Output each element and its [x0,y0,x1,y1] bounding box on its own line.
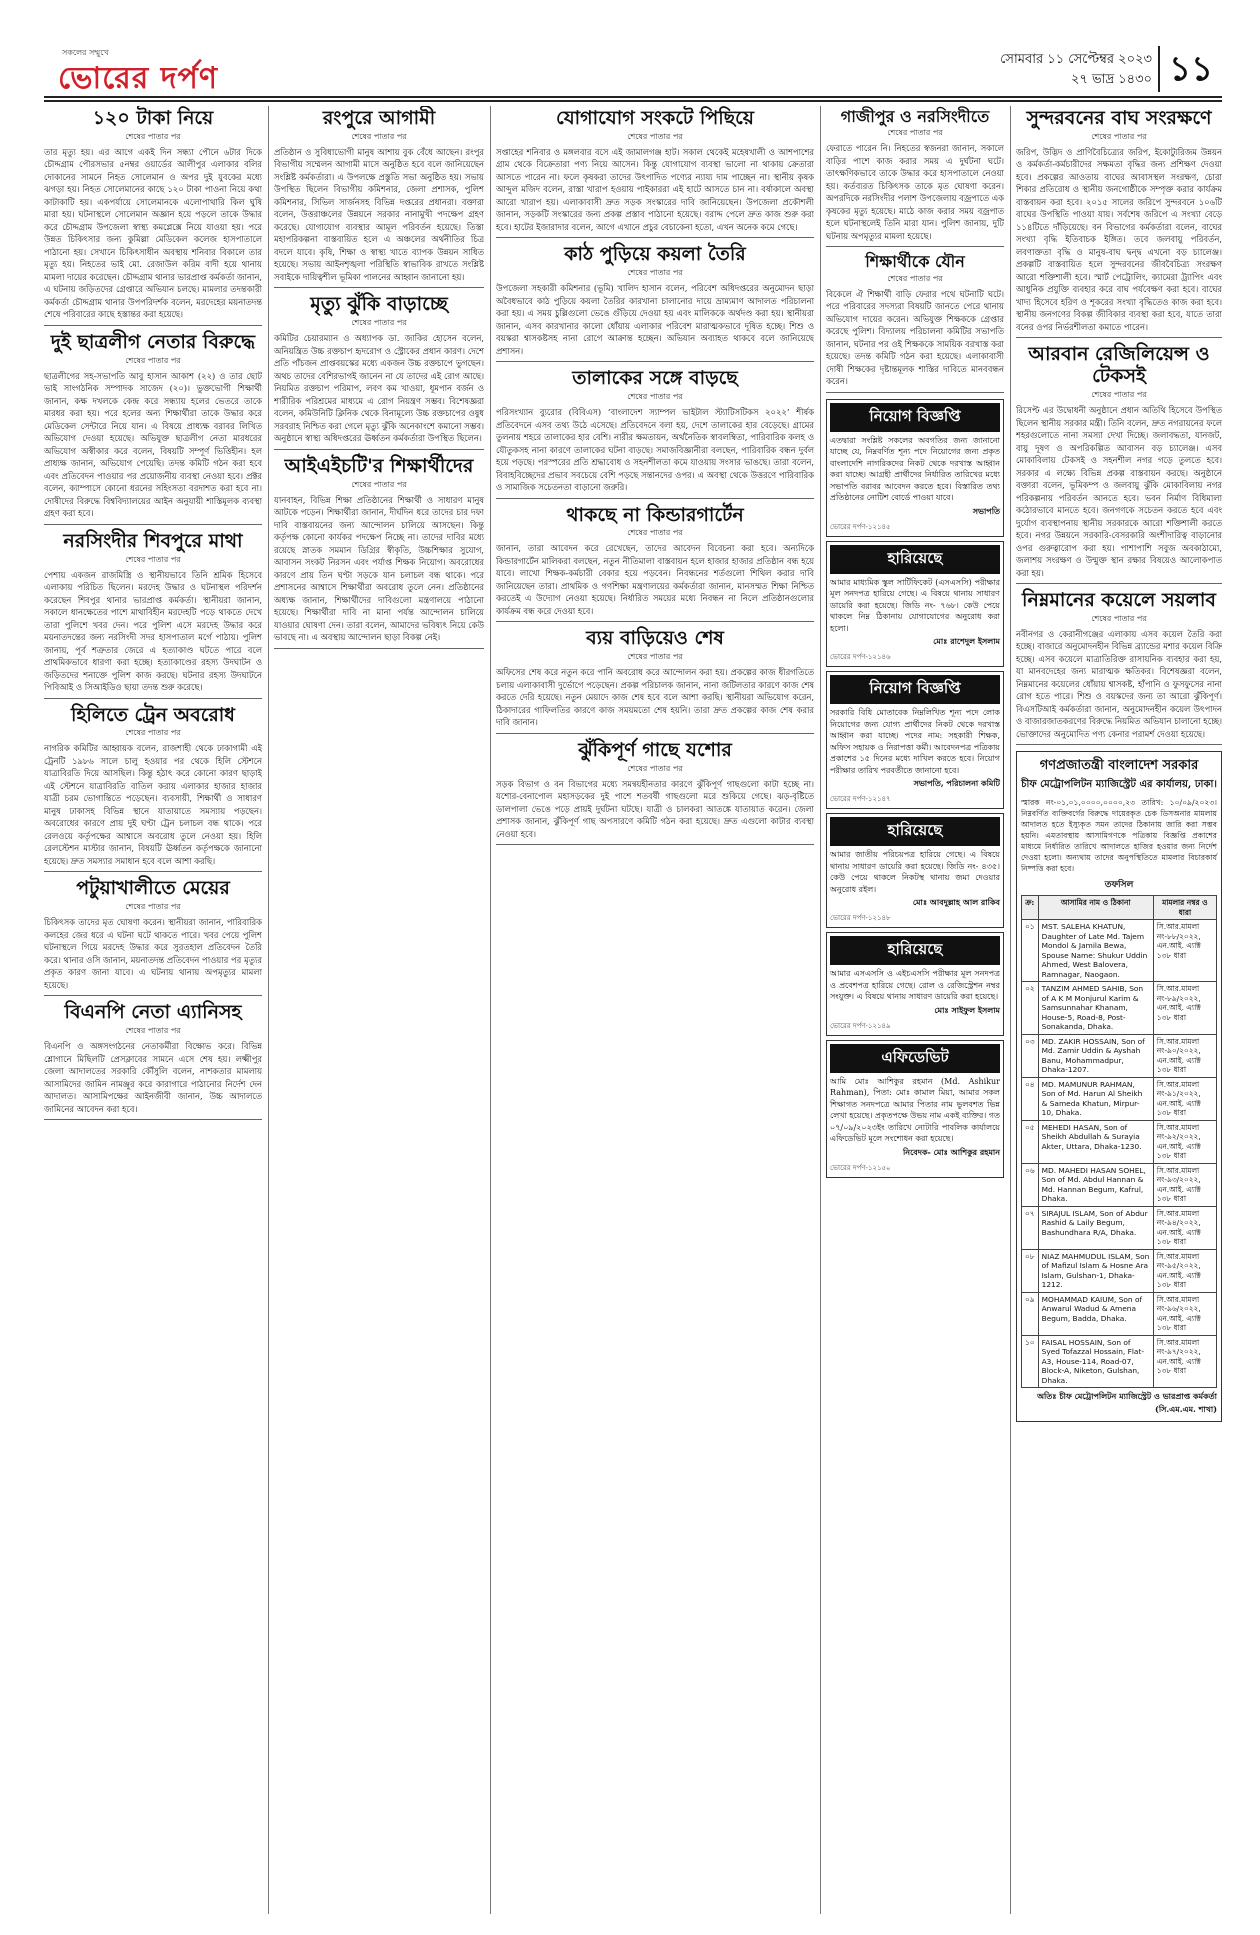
article-headline: কাঠ পুড়িয়ে কয়লা তৈরি [564,243,746,266]
article-separator [826,246,1004,247]
continuation-note: শেষের পাতার পর [627,131,683,141]
notice-code: ভোরের দর্পণ-১২১৪৬ [830,653,891,662]
table-header: আসামির নাম ও ঠিকানা [1038,896,1153,920]
notice-code: ভোরের দর্পণ-১২১৫০ [830,1163,891,1172]
article [496,505,814,623]
date-box [1000,50,1152,90]
article [496,740,814,845]
table-cell: MST. SALEHA KHATUN, Daughter of Late Md. Tajem Mondol & Jamila Bewa, Spouse Name: Shukur Uddin Ahmed, West Balovera, Ramnagar, Naogaon. [1038,920,1153,982]
article-body: প্রতিষ্ঠান ও সুবিধাভোগী মানুষ আশায় বুক বেঁধে আছেন। রংপুর বিভাগীয় সম্মেলন আগামী মাসে অনুষ্ঠিত হবে বলে জানিয়েছেন সংশ্লিষ্ট কর্মকর্তারা। এ উপলক্ষে প্রস্তুতি সভা অনুষ্ঠিত হয়। সভায় উপস্থিত ছিলেন বিভাগীয় কমিশনার, জেলা প্রশাসক, পুলিশ কমিশনার, সিভিল সার্জনসহ বিভিন্ন দপ্তরের প্রধানরা। বক্তারা বলেন, উত্তরাঞ্চলের উন্নয়নে সরকার নানামুখী পদক্ষেপ গ্রহণ করেছে। যোগাযোগ ব্যবস্থার আমূল পরিবর্তন হয়েছে। তিস্তা মহাপরিকল্পনা বাস্তবায়িত হলে এ অঞ্চলের অর্থনীতির চিত্র বদলে যাবে। কৃষি, শিক্ষা ও স্বাস্থ্য খাতে ব্যাপক উন্নয়ন সাধিত হয়েছে। সভায় আইনশৃঙ্খলা পরিস্থিতি স্বাভাবিক রাখতে সংশ্লিষ্ট সবাইকে দায়িত্বশীল ভূমিকা পালনের আহ্বান জানানো হয়। [274,146,484,282]
table-cell: সি.আর.মামলা নং-৯৩/২০২২, এন.আই. এ্যাক্ট ১৩৮ ধারা [1153,1163,1216,1206]
article-separator [44,325,262,326]
notice-code: ভোরের দর্পণ-১২১৪৯ [830,1021,891,1030]
article [44,705,262,873]
accused-table [1021,895,1217,1388]
article-body: কমিটির চেয়ারম্যান ও অধ্যাপক ডা. জাকির হোসেন বলেন, অনিয়ন্ত্রিত উচ্চ রক্তচাপ হৃদরোগ ও স্ট্রোকের প্রধান কারণ। দেশে প্রতি পাঁচজন প্রাপ্তবয়স্কের মধ্যে একজন উচ্চ রক্তচাপে ভুগছেন। অথচ তাদের বেশিরভাগই জানেন না যে তাদের এই রোগ আছে। নিয়মিত রক্তচাপ পরিমাপ, লবণ কম খাওয়া, ধূমপান বর্জন ও শারীরিক পরিশ্রমের মাধ্যমে এ রোগ নিয়ন্ত্রণ সম্ভব। বিশেষজ্ঞরা বলেন, কমিউনিটি ক্লিনিক থেকে বিনামূল্যে উচ্চ রক্তচাপের ওষুধ সরবরাহ নিশ্চিত করা গেলে মৃত্যু ঝুঁকি অনেকাংশে কমানো সম্ভব। অনুষ্ঠানে স্বাস্থ্য অধিদপ্তরের ঊর্ধ্বতন কর্মকর্তারা উপস্থিত ছিলেন। [274,333,484,444]
continuation-note: শেষের পাতার পর [125,1026,181,1036]
column-3 [496,106,814,1914]
article-separator [274,287,484,288]
table-cell: সি.আর.মামলা নং-৮৮/২০২২, এন.আই. এ্যাক্ট ১৩৮ ধারা [1153,920,1216,982]
column-divider [820,106,821,1914]
article [1016,108,1222,338]
continuation-note: শেষের পাতার পর [887,128,943,138]
notice-title: নিয়োগ বিজ্ঞপ্তি [830,403,1000,432]
article-headline: আইএইচটি'র শিক্ষার্থীদের [284,454,474,477]
gov-table-label: তফসিল [1104,880,1134,891]
table-row [1022,1077,1217,1120]
notice-title: এফিডেভিট [830,1044,1000,1073]
classified-notice [826,932,1004,1036]
article [44,108,262,326]
column-5 [1016,106,1222,1914]
table-cell: সি.আর.মামলা নং-৯৬/২০২২, এন.আই. এ্যাক্ট ১৩৮ ধারা [1153,1292,1216,1335]
table-row [1022,1034,1217,1077]
article-headline: তালাকের সঙ্গে বাড়ছে [572,367,738,390]
table-row [1022,920,1217,982]
gov-text: স্মারক নং-০১,০১,০০০০,০০০০,২৩ তারিখ: ১০/০৯/২০২৩। নিম্নবর্ণিত ব্যক্তিবর্গের বিরুদ্ধে দায়েরকৃত চেক ডিসঅনার মামলায় আদালত হতে ইস্যুকৃত সমন তাদের ঠিকানায় জারি করা সম্ভব হয়নি। এমতাবস্থায় আসামিগণকে পত্রিকায় বিজ্ঞপ্তি প্রকাশের মাধ্যমে নির্ধারিত তারিখে আদালতে হাজির হওয়ার জন্য নির্দেশ দেওয়া হলো। অন্যথায় তাদের অনুপস্থিতিতে মামলার বিচারকার্য নিষ্পত্তি করা হবে। [1021,798,1217,874]
article [496,628,814,733]
article-separator [44,871,262,872]
notice-signature: সভাপতি, পরিচালনা কমিটি [913,778,1000,789]
article-body: জরিপ, উদ্ভিদ ও প্রাণিবৈচিত্র্যের জরিপ, ইকোট্যুরিজম উন্নয়ন ও কর্মকর্তা-কর্মচারীদের সক্ষমতা বৃদ্ধির জন্য প্রশিক্ষণ দেওয়া হবে। প্রকল্পের আওতায় বাঘের আবাসস্থল সংরক্ষণ, চোরা শিকার প্রতিরোধ ও স্থানীয় জনগোষ্ঠীকে সম্পৃক্ত করার কার্যক্রম বাস্তবায়ন করা হবে। ২০১৫ সালের জরিপে সুন্দরবনে ১০৬টি বাঘের উপস্থিতি পাওয়া যায়। সর্বশেষ জরিপে এ সংখ্যা বেড়ে ১১৪টিতে দাঁড়িয়েছে। বন বিভাগের কর্মকর্তারা বলেন, বাঘের সংখ্যা বৃদ্ধি ইতিবাচক ইঙ্গিত। তবে জলবায়ু পরিবর্তন, লবণাক্ততা বৃদ্ধি ও মানুষ-বাঘ দ্বন্দ্ব এখনো বড় চ্যালেঞ্জ। প্রকল্পটি বাস্তবায়িত হলে সুন্দরবনের জীববৈচিত্র্য সংরক্ষণ আরো শক্তিশালী হবে। স্মার্ট পেট্রোলিং, ক্যামেরা ট্র্যাপিং এবং আধুনিক প্রযুক্তি ব্যবহার করে বাঘ পর্যবেক্ষণ করা হবে। বাঘের খাদ্য হিসেবে হরিণ ও শূকরের সংখ্যা বৃদ্ধিতেও কাজ করা হবে। স্থানীয় জনগণের বিকল্প জীবিকার ব্যবস্থা করা হবে, যাতে তারা বনের ওপর নির্ভরশীলতা কমাতে পারেন। [1016,146,1222,332]
article [496,368,814,498]
table-cell: ১০ [1022,1335,1039,1388]
table-cell: সি.আর.মামলা নং-৯৫/২০২২, এন.আই. এ্যাক্ট ১৩৮ ধারা [1153,1249,1216,1292]
classified-notice [826,1040,1004,1178]
page-number: ১১ [1158,46,1222,92]
article-headline: নরসিংদীর শিবপুরে মাথা [63,529,243,552]
table-cell: SIRAJUL ISLAM, Son of Abdur Rashid & Laily Begum, Bashundhara R/A, Dhaka. [1038,1206,1153,1249]
article [274,456,484,649]
article [496,244,814,362]
table-header: মামলার নম্বর ও ধারা [1153,896,1216,920]
article-body: রিসেপ্ট এর উদ্বোধনী অনুষ্ঠানে প্রধান অতিথি হিসেবে উপস্থিত ছিলেন স্থানীয় সরকার মন্ত্রী। তিনি বলেন, দ্রুত নগরায়নের ফলে শহরগুলোতে নানা সমস্যা দেখা দিচ্ছে। জলাবদ্ধতা, যানজট, বায়ু দূষণ ও অপরিকল্পিত আবাসন বড় চ্যালেঞ্জ। এসব মোকাবিলায় টেকসই ও সহনশীল নগর গড়ে তুলতে হবে। সরকার এ লক্ষ্যে বিভিন্ন প্রকল্প বাস্তবায়ন করছে। অনুষ্ঠানে বক্তারা বলেন, ভূমিকম্প ও জলবায়ু ঝুঁকি মোকাবিলায় নগর পরিকল্পনায় পরিবর্তন আনতে হবে। ভবন নির্মাণ বিধিমালা কঠোরভাবে মানতে হবে। জনগণকে সচেতন করতে হবে এবং দুর্যোগ ব্যবস্থাপনায় স্থানীয় সরকারকে আরো শক্তিশালী করতে হবে। নগর উন্নয়নে সরকারি-বেসরকারি অংশীদারিত্ব বাড়ানোর ওপর গুরুত্বারোপ করা হয়। পাশাপাশি সবুজ অবকাঠামো, জলাশয় সংরক্ষণ ও উন্মুক্ত স্থান রক্ষার বিষয়েও আলোকপাত করা হয়। [1016,405,1222,578]
table-cell: ০৯ [1022,1292,1039,1335]
table-header: ক্র: [1022,896,1039,920]
article-body: সপ্তাহের শনিবার ও মঙ্গলবার বসে এই জামালগঞ্জ হাট। সকাল থেকেই মহেষখালী ও আশপাশের গ্রাম থেকে বিক্রেতারা পণ্য নিয়ে আসেন। কিন্তু যোগাযোগ ব্যবস্থা ভালো না থাকায় ক্রেতারা আসতে পারেন না। ফলে কৃষকরা তাদের উৎপাদিত পণ্যের ন্যায্য দাম পাচ্ছেন না। স্থানীয় কৃষক আব্দুল মজিদ বলেন, রাস্তা খারাপ হওয়ায় পাইকাররা এই হাটে আসতে চান না। বর্ষাকালে অবস্থা আরো খারাপ হয়। এলাকাবাসী দ্রুত সড়ক সংস্কারের দাবি জানিয়েছেন। উপজেলা প্রকৌশলী জানান, সড়কটি সংস্কারের জন্য প্রকল্প প্রস্তাব পাঠানো হয়েছে। বরাদ্দ পেলে দ্রুত কাজ শুরু করা হবে। হাটের ইজারাদার বলেন, আগে এখানে প্রচুর বেচাকেনা হতো, এখন অনেক কমে গেছে। [496,146,814,232]
table-cell: TANZIM AHMED SAHIB, Son of A K M Monjurul Karim & Samsunnahar Khanam, House-5, Road-8, Post-Sonakanda, Dhaka. [1038,982,1153,1035]
table-row [1022,1206,1217,1249]
table-cell: সি.আর.মামলা নং-৯০/২০২২, এন.আই. এ্যাক্ট ১৩৮ ধারা [1153,1034,1216,1077]
notice-signature: সভাপতি [972,505,1000,516]
date-gregorian: সোমবার ১১ সেপ্টেম্বর ২০২৩ [1000,52,1152,67]
article [826,108,1004,247]
table-cell: ০৪ [1022,1077,1039,1120]
article-body: বিএনপি ও অঙ্গসংগঠনের নেতাকর্মীরা বিক্ষোভ করে। বিভিন্ন শ্লোগানে মিছিলটি প্রেসক্লাবের সামনে এসে শেষ হয়। লক্ষ্মীপুর জেলা আদালতের সরকারি কৌঁসুলি বলেন, নাশকতার মামলায় আসামিদের জামিন নামঞ্জুর করে কারাগারে পাঠানোর নির্দেশ দেন আদালত। আসামিপক্ষের আইনজীবী জানান, উচ্চ আদালতে জামিনের আবেদন করা হবে। [44,1041,262,1114]
notice-signature: নিবেদক- মোঃ আশিকুর রহমান [903,1146,1000,1157]
table-cell: MD. MAMUNUR RAHMAN, Son of Md. Harun Al Sheikh & Sameda Khatun, Mirpur-10, Dhaka. [1038,1077,1153,1120]
article [826,253,1004,392]
notice-title: নিয়োগ বিজ্ঞপ্তি [830,675,1000,704]
column-divider [1010,106,1011,1914]
table-cell: ০৩ [1022,1034,1039,1077]
notice-code: ভোরের দর্পণ-১২১৪৭ [830,795,891,804]
article-headline: ব্যয় বাড়িয়েও শেষ [586,627,724,650]
notice-body: আমি মোঃ আশিকুর রহমান (Md. Ashikur Rahman), পিতা: মোঃ কামাল মিয়া, আমার সকল শিক্ষাগত সনদপত্রে আমার পিতার নাম ভুলবশত ভিন্ন লেখা হয়েছে। প্রকৃতপক্ষে উভয় নাম একই ব্যক্তির। গত ০৭/০৯/২০২৩ইং তারিখে নোটারি পাবলিক কার্যালয়ে এফিডেভিট মূলে সংশোধন করা হয়েছে। [830,1076,1000,1144]
article-separator [274,449,484,450]
gov-subheading: চীফ মেট্রোপলিটন ম্যাজিস্ট্রেট এর কার্যালয়, ঢাকা। [1021,779,1217,791]
article-body: চিকিৎসক তাদের মৃত ঘোষণা করেন। স্থানীয়রা জানান, পারিবারিক কলহের জের ধরে এ ঘটনা ঘটে থাকতে পারে। খবর পেয়ে পুলিশ ঘটনাস্থলে গিয়ে মরদেহ উদ্ধার করে সুরতহাল প্রতিবেদন তৈরি করে। থানার ওসি জানান, ময়নাতদন্ত প্রতিবেদন পাওয়ার পর মৃত্যুর প্রকৃত কারণ জানা যাবে। এ ঘটনায় থানায় অপমৃত্যুর মামলা হয়েছে। [44,917,262,990]
column-1 [44,106,262,1914]
article-separator [496,237,814,238]
classified-notice [826,671,1004,809]
notice-title: হারিয়েছে [830,936,1000,965]
table-row [1022,1292,1217,1335]
article-body: তার মৃত্যু হয়। এর আগে একই দিন সন্ধ্যা পৌনে ৬টার দিকে চৌদ্দগ্রাম পৌরসভার ৫নম্বর ওয়ার্ডের আলীপুর এলাকার বলির দোকানের সামনে নিহত সোলেমান ও অপর দুই যুবকের মধ্যে ঝগড়া হয়। নিহত সোলেমানের কাছে ১২০ টাকা পাওনা নিয়ে কথা কাটাকাটি হয়। একপর্যায়ে সোলেমানকে এলোপাথারি কিল ঘুষি মারা হয়। ঘটনাস্থলে সোলেমান অজ্ঞান হয়ে পড়লে তাকে উদ্ধার করে চৌদ্দগ্রাম উপজেলা স্বাস্থ্য কমপ্লেক্সে নিয়ে যাওয়া হয়। পরে উন্নত চিকিৎসার জন্য কুমিল্লা মেডিকেল কলেজ হাসপাতালে পাঠানো হয়। সেখানে চিকিৎসাধীন অবস্থায় শনিবার বিকালে তার মৃত্যু হয়। নিহতের ভাই মো. রেজাউল করিম বাদী হয়ে থানায় মামলা দায়ের করেছেন। চৌদ্দগ্রাম থানার ভারপ্রাপ্ত কর্মকর্তা জানান, এ ঘটনায় জড়িতদের গ্রেপ্তারে অভিযান চলছে। মামলার তদন্তকারী কর্মকর্তা চৌদ্দগ্রাম থানার উপপরিদর্শক বলেন, মরদেহের ময়নাতদন্ত শেষে পরিবারের কাছে হস্তান্তর করা হয়েছে। [44,146,262,320]
article-body: নাগরিক কমিটির আহ্বায়ক বলেন, রাজশাহী থেকে ঢাকাগামী এই ট্রেনটি ১৯৮৬ সালে চালু হওয়ার পর থেকে হিলি স্টেশনে যাত্রাবিরতি দিয়ে আসছিল। কিন্তু হঠাৎ করে কোনো কারণ ছাড়াই এই স্টেশনে যাত্রাবিরতি বাতিল করায় এলাকার হাজার হাজার যাত্রী চরম ভোগান্তিতে পড়েছেন। ব্যবসায়ী, শিক্ষার্থী ও সাধারণ মানুষ ঢাকাসহ বিভিন্ন স্থানে যাতায়াতে সমস্যায় পড়ছেন। অবরোধের কারণে প্রায় দুই ঘণ্টা ট্রেন চলাচল বন্ধ থাকে। পরে রেলওয়ে কর্তৃপক্ষের আশ্বাসে অবরোধ তুলে নেওয়া হয়। হিলি রেলস্টেশন মাস্টার জানান, বিষয়টি ঊর্ধ্বতন কর্তৃপক্ষকে জানানো হয়েছে। দ্রুত সমস্যার সমাধান হবে বলে আশা করছি। [44,743,262,866]
article-separator [496,621,814,622]
notice-signature: মোঃ আবদুল্লাহ আল রাকিব [912,897,1000,908]
article-headline: গাজীপুর ও নরসিংদীতে [840,107,990,126]
table-cell: MEHEDI HASAN, Son of Sheikh Abdullah & Surayia Akter, Uttara, Dhaka-1230. [1038,1120,1153,1163]
government-notice [1016,751,1222,1422]
notice-body: আমার মাধ্যমিক স্কুল সার্টিফিকেট (এসএসসি) পরীক্ষার মূল সনদপত্র হারিয়ে গেছে। এ বিষয়ে থানায় সাধারণ ডায়েরি করা হয়েছে। জিডি নং- ৭৬৮। কেউ পেয়ে থাকলে নিম্ন ঠিকানায় যোগাযোগের অনুরোধ করা হলো। [830,577,1000,633]
table-cell: MOHAMMAD KAIUM, Son of Anwarul Wadud & Amena Begum, Badda, Dhaka. [1038,1292,1153,1335]
continuation-note: শেষের পাতার পর [627,763,683,773]
gov-heading: গণপ্রজাতন্ত্রী বাংলাদেশ সরকার [1039,758,1199,774]
table-cell: সি.আর.মামলা নং-৯৪/২০২২, এন.আই. এ্যাক্ট ১৩৮ ধারা [1153,1206,1216,1249]
article-separator [496,733,814,734]
column-divider [268,106,269,1914]
notice-body: আমার জাতীয় পরিচয়পত্র হারিয়ে গেছে। এ বিষয়ে থানায় সাধারণ ডায়েরি করা হয়েছে। জিডি নং- ৪৩৫। কেউ পেয়ে থাকলে নিকটস্থ থানায় জমা দেওয়ার অনুরোধ রইল। [830,850,1000,894]
table-row [1022,1163,1217,1206]
continuation-note: শেষের পাতার পর [627,528,683,538]
continuation-note: শেষের পাতার পর [351,479,407,489]
table-cell: ০৫ [1022,1120,1039,1163]
continuation-note: শেষের পাতার পর [1091,131,1147,141]
article-body: যানবাহন, বিভিন্ন শিক্ষা প্রতিষ্ঠানের শিক্ষার্থী ও সাধারণ মানুষ আটকে পড়েন। শিক্ষার্থীরা জানান, দীর্ঘদিন ধরে তাদের চার দফা দাবি বাস্তবায়নের জন্য আন্দোলন চালিয়ে আসছেন। কিন্তু কর্তৃপক্ষ কোনো কার্যকর পদক্ষেপ নিচ্ছে না। তাদের দাবির মধ্যে রয়েছে স্নাতক সমমান ডিগ্রির স্বীকৃতি, উচ্চশিক্ষার সুযোগ, আবাসন সংকট নিরসন এবং পর্যাপ্ত শিক্ষক নিয়োগ। অবরোধের কারণে প্রায় তিন ঘণ্টা সড়কে যান চলাচল বন্ধ থাকে। পরে প্রশাসনের আশ্বাসে শিক্ষার্থীরা অবরোধ তুলে নেন। প্রতিষ্ঠানের অধ্যক্ষ জানান, শিক্ষার্থীদের দাবিগুলো মন্ত্রণালয়ে পাঠানো হয়েছে। শিক্ষার্থীরা দাবি না মানা পর্যন্ত আন্দোলন চালিয়ে যাওয়ার ঘোষণা দেন। তারা বলেন, আমাদের ভবিষ্যৎ নিয়ে কেউ ভাবছে না। এ অবস্থায় আন্দোলন ছাড়া বিকল্প নেই। [274,494,484,643]
table-header-row [1022,896,1217,920]
article-separator [1016,583,1222,584]
article-headline: রংপুরে আগামী [322,107,436,129]
article-headline: আরবান রেজিলিয়েন্স ও টেকসই [1028,343,1210,388]
table-row [1022,982,1217,1035]
table-row [1022,1249,1217,1292]
table-cell: FAISAL HOSSAIN, Son of Syed Tofazzal Hossain, Flat-A3, House-114, Road-07, Block-A, Niketon, Gulshan, Dhaka. [1038,1335,1153,1388]
article-body: নবীনগর ও কেরানীগঞ্জের এলাকায় এসব কয়েল তৈরি করা হচ্ছে। বাজারে অনুমোদনহীন বিভিন্ন ব্র্যান্ডের মশার কয়েল বিক্রি হচ্ছে। এসব কয়েলে মাত্রাতিরিক্ত রাসায়নিক ব্যবহার করা হয়, যা মানবদেহের জন্য মারাত্মক ক্ষতিকর। বিশেষজ্ঞরা বলেন, নিম্নমানের কয়েলের ধোঁয়ায় শ্বাসকষ্ট, হাঁপানি ও ফুসফুসের নানা রোগ হতে পারে। শিশু ও বয়স্কদের জন্য তা আরো ঝুঁকিপূর্ণ। বিএসটিআই কর্মকর্তারা জানান, অনুমোদনহীন কয়েল উৎপাদন ও বাজারজাতকরণের বিরুদ্ধে নিয়মিত অভিযান চালানো হচ্ছে। ভোক্তাদের অনুমোদিত পণ্য কেনার পরামর্শ দেওয়া হয়েছে। [1016,628,1222,739]
article [274,108,484,288]
table-cell: সি.আর.মামলা নং-৯২/২০২২, এন.আই. এ্যাক্ট ১৩৮ ধারা [1153,1120,1216,1163]
classified-notice [826,541,1004,668]
notice-body: এতদ্বারা সংশ্লিষ্ট সকলের অবগতির জন্য জানানো যাচ্ছে যে, নিম্নবর্ণিত শূন্য পদে নিয়োগের জন্য প্রকৃত বাংলাদেশি নাগরিকদের নিকট থেকে দরখাস্ত আহ্বান করা যাচ্ছে। আগ্রহী প্রার্থীদের নির্ধারিত তারিখের মধ্যে সভাপতি বরাবর আবেদন করতে হবে। বিস্তারিত তথ্য প্রতিষ্ঠানের নোটিশ বোর্ডে পাওয়া যাবে। [830,435,1000,503]
classified-notice [826,813,1004,928]
article-body: পেশায় একজন রাজমিস্ত্রি ও স্থানীয়ভাবে তিনি শ্রমিক হিসেবে এলাকায় পরিচিত ছিলেন। মরদেহ উদ্ধার ও ঘটনাস্থল পরিদর্শন করেছেন শিবপুর থানার ভারপ্রাপ্ত কর্মকর্তা। স্থানীয়রা জানান, সকালে ধানক্ষেতের পাশে মাথাবিহীন মরদেহটি পড়ে থাকতে দেখে তারা পুলিশে খবর দেন। পরে পুলিশ এসে মরদেহ উদ্ধার করে ময়নাতদন্তের জন্য নরসিংদী সদর হাসপাতাল মর্গে পাঠায়। পুলিশ জানায়, পূর্ব শত্রুতার জেরে এ হত্যাকাণ্ড ঘটতে পারে বলে প্রাথমিকভাবে ধারণা করা হচ্ছে। হত্যাকাণ্ডের রহস্য উদঘাটন ও জড়িতদের শনাক্তে পুলিশ কাজ করছে। ঘটনার রহস্য উদঘাটনে পিবিআই ও সিআইডিও ছায়া তদন্ত শুরু করেছে। [44,569,262,693]
article-headline: হিলিতে ট্রেন অবরোধ [71,703,235,726]
article-headline: ঝুঁকিপূর্ণ গাছে যশোর [578,738,732,761]
article-headline: মৃত্যু ঝুঁকি বাড়াচ্ছে [310,293,448,316]
table-cell: ০৬ [1022,1163,1039,1206]
continuation-note: শেষের পাতার পর [1091,613,1147,623]
masthead-divider [44,100,1222,102]
article-body: ফেরাতে পারেন নি। নিহতের স্বজনরা জানান, সকালে বাড়ির পাশে কাজ করার সময় এ দুর্ঘটনা ঘটে। তাৎক্ষণিকভাবে তাকে উদ্ধার করে হাসপাতালে নেওয়া হয়। কর্তব্যরত চিকিৎসক তাকে মৃত ঘোষণা করেন। অপরদিকে নরসিংদীর পলাশ উপজেলায় বজ্রপাতে এক কৃষকের মৃত্যু হয়েছে। মাঠে কাজ করার সময় বজ্রপাত হলে ঘটনাস্থলেই তিনি মারা যান। পুলিশ জানায়, দুটি ঘটনায় অপমৃত্যুর মামলা হয়েছে। [826,143,1004,241]
article-separator [274,648,484,649]
article-headline: সুন্দরবনের বাঘ সংরক্ষণে [1026,107,1212,129]
table-cell: সি.আর.মামলা নং-৯১/২০২২, এন.আই. এ্যাক্ট ১৩৮ ধারা [1153,1077,1216,1120]
notice-title: হারিয়েছে [830,817,1000,846]
continuation-note: শেষের পাতার পর [627,652,683,662]
column-divider [490,106,491,1914]
article-separator [1016,337,1222,338]
masthead [44,44,1222,98]
article-headline: পটুয়াখালীতে মেয়ের [76,877,230,900]
table-cell: MD. ZAKIR HOSSAIN, Son of Md. Zamir Uddin & Ayshah Banu, Mohammadpur, Dhaka-1207. [1038,1034,1153,1077]
article-separator [44,698,262,699]
date-bangla: ২৭ ভাদ্র ১৪৩০ [1070,72,1152,87]
notice-body: আমার এসএসসি ও এইচএসসি পরীক্ষার মূল সনদপত্র ও প্রবেশপত্র হারিয়ে গেছে। রোল ও রেজিস্ট্রেশন নম্বর সংযুক্ত। এ বিষয়ে থানায় সাধারণ ডায়েরি করা হয়েছে। [830,969,1000,1002]
article-separator [1016,744,1222,745]
table-row [1022,1120,1217,1163]
column-4 [826,106,1004,1914]
article-headline: নিম্নমানের কয়েলে সয়লাব [1022,589,1216,612]
article [1016,344,1222,584]
newspaper-page [44,44,1222,1914]
article [1016,590,1222,745]
article-headline: যোগাযোগ সংকটে পিছিয়ে [555,107,754,129]
continuation-note: শেষের পাতার পর [125,728,181,738]
table-row [1022,1335,1217,1388]
column-2 [274,106,484,1914]
continuation-note: শেষের পাতার পর [125,355,181,365]
continuation-note: শেষের পাতার পর [125,554,181,564]
article-separator [496,361,814,362]
article-body: পরিসংখ্যান ব্যুরোর (বিবিএস) ‘বাংলাদেশ স্যাম্পল ভাইটাল স্ট্যাটিসটিকস ২০২২’ শীর্ষক প্রতিবেদনে এসব তথ্য উঠে এসেছে। প্রতিবেদনে বলা হয়, দেশে তালাকের হার বেড়েছে। গ্রামের তুলনায় শহরে তালাকের হার বেশি। নারীর ক্ষমতায়ন, অর্থনৈতিক স্বাবলম্বিতা, পারিবারিক কলহ ও যৌতুকসহ নানা কারণে তালাকের ঘটনা বাড়ছে। সমাজবিজ্ঞানীরা বলছেন, পারিবারিক বন্ধন দুর্বল হয়ে পড়ছে। পরস্পরের প্রতি শ্রদ্ধাবোধ ও সহনশীলতা কমে যাওয়ায় সংসার ভাঙছে। তারা বলেন, বিবাহবিচ্ছেদের প্রভাব সবচেয়ে বেশি পড়ছে সন্তানদের ওপর। এ অবস্থা থেকে উত্তরণে পারিবারিক ও সামাজিক সচেতনতা বাড়ানো জরুরি। [496,407,814,493]
gov-footer: অতিঃ চীফ মেট্রোপলিটন ম্যাজিস্ট্রেট ও ভারপ্রাপ্ত কর্মকর্তা (সি.এম.এম. শাখা) [1037,1391,1217,1415]
classified-notice [826,399,1004,537]
continuation-note: শেষের পাতার পর [351,318,407,328]
article-body: জানান, তারা আবেদন করে রেখেছেন, তাদের আবেদন বিবেচনা করা হবে। অন্যদিকে কিন্ডারগার্টেন মালিকরা বলছেন, নতুন নীতিমালা বাস্তবায়ন হলে হাজার হাজার প্রতিষ্ঠান বন্ধ হয়ে যাবে। লাখো শিক্ষক-কর্মচারী বেকার হয়ে পড়বেন। নিবন্ধনের শর্তগুলো শিথিল করার দাবি জানিয়েছেন তারা। প্রাথমিক ও গণশিক্ষা মন্ত্রণালয়ের কর্মকর্তারা জানান, মানসম্মত শিক্ষা নিশ্চিত করতেই এ উদ্যোগ নেওয়া হয়েছে। নির্ধারিত সময়ের মধ্যে নিবন্ধন না নিলে প্রতিষ্ঠানগুলোর কার্যক্রম বন্ধ করে দেওয়া হবে। [496,543,814,616]
notice-signature: মোঃ সাইফুল ইসলাম [934,1004,1000,1015]
continuation-note: শেষের পাতার পর [627,392,683,402]
article-headline: দুই ছাত্রলীগ নেতার বিরুদ্ধে [50,330,256,353]
article [44,332,262,525]
table-cell: ০৭ [1022,1206,1039,1249]
tagline: সকলের সম্মুখে [62,48,109,57]
continuation-note: শেষের পাতার পর [351,131,407,141]
article [496,108,814,238]
article-separator [44,1119,262,1120]
article-body: অফিসের শেষ করে নতুন করে পানি অবরোধ করে আন্দোলন করা হয়। প্রকল্পের কাজ ধীরগতিতে চলায় এলাকাবাসী দুর্ভোগে পড়েছেন। প্রকল্প পরিচালক জানান, নানা জটিলতার কারণে কাজ শেষ করতে দেরি হয়েছে। নতুন মেয়াদে কাজ শেষ হবে বলে আশা করছি। স্থানীয়রা অভিযোগ করেন, ঠিকাদারের গাফিলতির কারণে কাজ সময়মতো শেষ হয়নি। তারা দ্রুত প্রকল্পের কাজ শেষ করার দাবি জানান। [496,667,814,728]
article-body: উপজেলা সহকারী কমিশনার (ভূমি) খালিদ হাসান বলেন, পরিবেশ অধিদপ্তরের অনুমোদন ছাড়া অবৈধভাবে কাঠ পুড়িয়ে কয়লা তৈরির কারখানা চালানোর দায়ে ভ্রাম্যমাণ আদালত পরিচালনা করা হয়। এ সময় চুল্লিগুলো ভেঙে গুঁড়িয়ে দেওয়া হয় এবং মালিককে অর্থদণ্ড করা হয়। স্থানীয়রা জানান, এসব কারখানার কালো ধোঁয়ায় এলাকার পরিবেশ মারাত্মকভাবে দূষিত হচ্ছে। শিশু ও বয়স্করা শ্বাসকষ্টসহ নানা রোগে আক্রান্ত হচ্ছেন। অভিযান অব্যাহত থাকবে বলে জানিয়েছে প্রশাসন। [496,283,814,356]
notice-title: হারিয়েছে [830,545,1000,574]
continuation-note: শেষের পাতার পর [125,131,181,141]
article-separator [496,498,814,499]
article-body: বিকেলে ঐ শিক্ষার্থী বাড়ি ফেরার পথে ঘটনাটি ঘটে। পরে পরিবারের সদস্যরা বিষয়টি জানতে পেরে থানায় অভিযোগ দায়ের করেন। অভিযুক্ত শিক্ষককে গ্রেপ্তার করেছে পুলিশ। বিদ্যালয় পরিচালনা কমিটির সভাপতি জানান, ঘটনার পর ওই শিক্ষককে সাময়িক বরখাস্ত করা হয়েছে। তদন্ত কমিটি গঠন করা হয়েছে। এলাকাবাসী দোষী শিক্ষকের দৃষ্টান্তমূলক শাস্তির দাবিতে মানববন্ধন করেন। [826,288,1004,387]
article-body: সড়ক বিভাগ ও বন বিভাগের মধ্যে সমন্বয়হীনতার কারণে ঝুঁকিপূর্ণ গাছগুলো কাটা হচ্ছে না। যশোর-বেনাপোল মহাসড়কের দুই পাশে শতবর্ষী গাছগুলো মরে শুকিয়ে গেছে। ঝড়-বৃষ্টিতে ডালপালা ভেঙে পড়ে প্রায়ই দুর্ঘটনা ঘটছে। যাত্রী ও চালকরা আতঙ্কে যাতায়াত করেন। জেলা প্রশাসক জানান, ঝুঁকিপূর্ণ গাছ অপসারণে কমিটি গঠন করা হয়েছে। দ্রুত এগুলো কাটার ব্যবস্থা নেওয়া হবে। [496,778,814,839]
notice-code: ভোরের দর্পণ-১২১৪৮ [830,914,891,923]
continuation-note: শেষের পাতার পর [125,902,181,912]
article-body: ছাত্রলীগের সহ-সভাপতি আবু হাসান আকাশ (২২) ও তার ছোট ভাই সাংগঠনিক সম্পাদক সাজেদ (২০)। ভুক্তভোগী শিক্ষার্থী জানান, কক্ষ দখলকে কেন্দ্র করে সন্ধ্যায় হলের ভেতরে তাকে মারধর করা হয়। পরে হলের অন্য শিক্ষার্থীরা তাকে উদ্ধার করে মেডিকেল সেন্টারে নিয়ে যান। এ বিষয়ে প্রাধ্যক্ষ বরাবর লিখিত অভিযোগ দেওয়া হয়েছে। অভিযুক্ত ছাত্রলীগ নেতা মারধরের অভিযোগ অস্বীকার করে বলেন, বিষয়টি সম্পূর্ণ ভিত্তিহীন। হল প্রাধ্যক্ষ জানান, অভিযোগ পেয়েছি। তদন্ত কমিটি গঠন করা হবে এবং প্রতিবেদন পাওয়ার পর প্রয়োজনীয় ব্যবস্থা নেওয়া হবে। প্রক্টর বলেন, ক্যাম্পাসে কোনো ধরনের সহিংসতা বরদাশত করা হবে না। দোষীদের বিরুদ্ধে বিশ্ববিদ্যালয়ের আইন অনুযায়ী শাস্তিমূলক ব্যবস্থা গ্রহণ করা হবে। [44,370,262,519]
article-separator [44,995,262,996]
table-cell: ০১ [1022,920,1039,982]
article-separator [826,392,1004,393]
table-cell: ০৮ [1022,1249,1039,1292]
table-cell: NIAZ MAHMUDUL ISLAM, Son of Mafizul Islam & Hosne Ara Islam, Gulshan-1, Dhaka-1212. [1038,1249,1153,1292]
table-cell: ০২ [1022,982,1039,1035]
table-cell: সি.আর.মামলা নং-৯৭/২০২২, এন.আই. এ্যাক্ট ১৩৮ ধারা [1153,1335,1216,1388]
article-headline: থাকছে না কিন্ডারগার্টেন [566,503,744,526]
newspaper-logo: ভোরের দর্পণ [58,61,218,96]
article [44,531,262,699]
article [44,878,262,996]
article [44,1002,262,1120]
article [274,294,484,449]
article-separator [496,844,814,845]
table-cell: MD. MAHEDI HASAN SOHEL, Son of Md. Abdul Hannan & Md. Hannan Begum, Kafrul, Dhaka. [1038,1163,1153,1206]
article-headline: ১২০ টাকা নিয়ে [92,107,214,129]
article-headline: বিএনপি নেতা এ্যানিসহ [64,1001,242,1024]
continuation-note: শেষের পাতার পর [1091,390,1147,400]
article-separator [44,524,262,525]
table-cell: সি.আর.মামলা নং-৮৯/২০২২, এন.আই. এ্যাক্ট ১৩৮ ধারা [1153,982,1216,1035]
notice-code: ভোরের দর্পণ-১২১৪৫ [830,522,891,531]
notice-body: সরকারি বিধি মোতাবেক নিম্নলিখিত শূন্য পদে লোক নিয়োগের জন্য যোগ্য প্রার্থীদের নিকট থেকে দরখাস্ত আহ্বান করা যাচ্ছে। পদের নাম: সহকারী শিক্ষক, অফিস সহায়ক ও নিরাপত্তা কর্মী। আবেদনপত্র পত্রিকায় প্রকাশের ১৫ দিনের মধ্যে দাখিল করতে হবে। নিয়োগ পরীক্ষার তারিখ পরবর্তীতে জানানো হবে। [830,708,1000,775]
continuation-note: শেষের পাতার পর [627,268,683,278]
article-headline: শিক্ষার্থীকে যৌন [865,252,965,272]
continuation-note: শেষের পাতার পর [887,273,943,283]
notice-signature: মোঃ রাশেদুল ইসলাম [933,636,1000,647]
